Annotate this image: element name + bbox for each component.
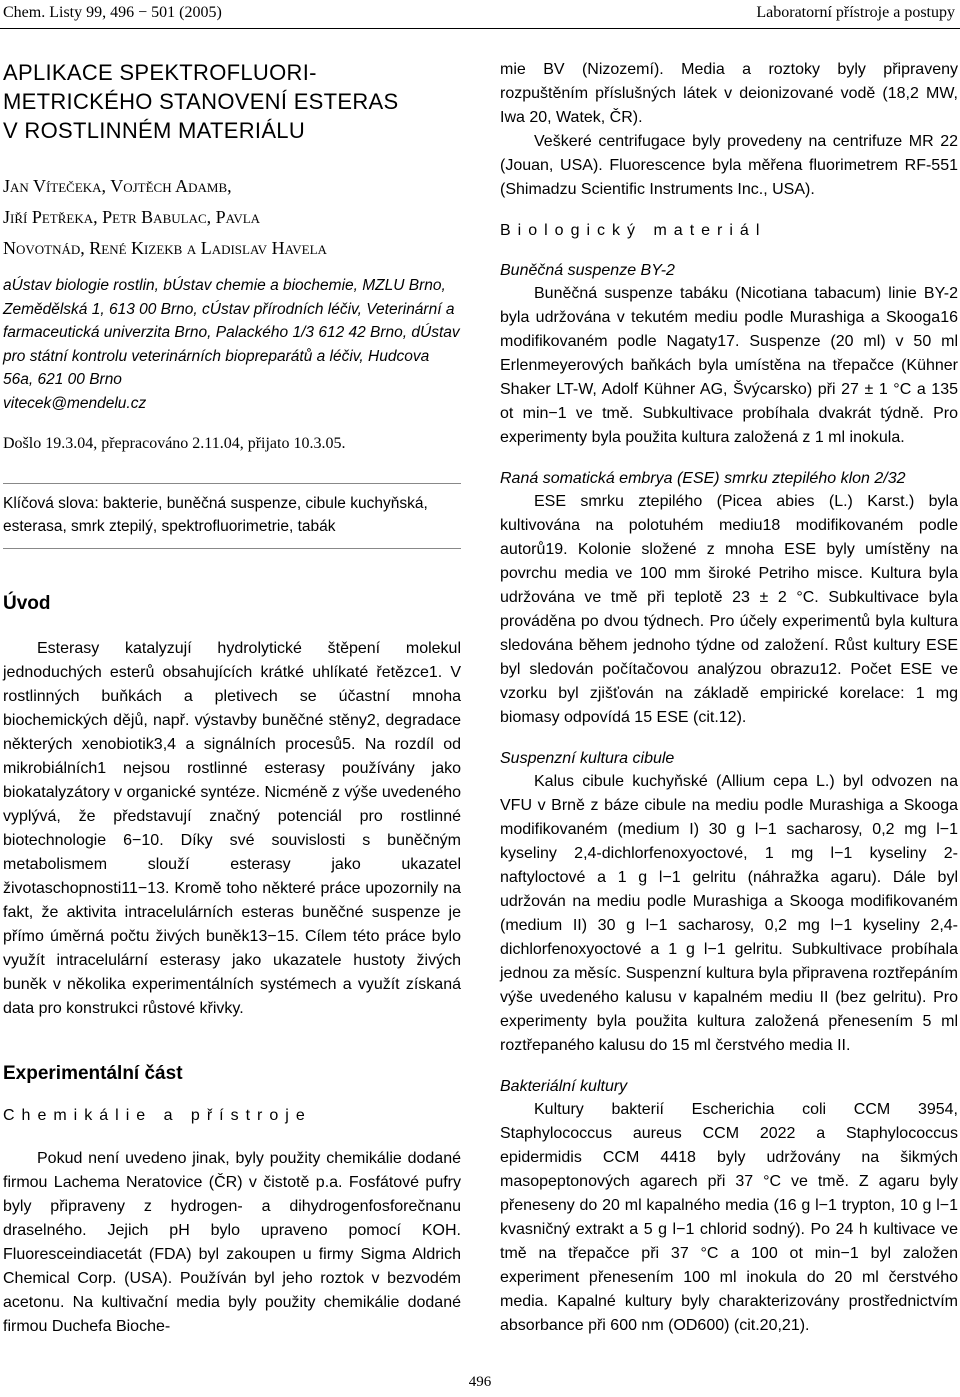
spacer (500, 1058, 958, 1078)
affiliations (3, 274, 461, 415)
title-line: V ROSTLINNÉM MATERIÁLU (3, 118, 306, 143)
intro-paragraph: Esterasy katalyzují hydrolytické štěpení molekul jednoduchých esterů obsahujících krátké uhlíkaté řetězce1. V rostlinných buňkách a pletivech se účastní mnoha biochemických dějů, např. výstavby buněčné stěny2, degradace některých xenobiotik3,4 a signálních procesů5. Na rozdíl od mikrobiálních1 nejsou rostlinné esterasy používány jako biokatalyzátory v organické syntéze. Nicméně z výše uvedeného vyplývá, že představují značný potenciál pro rostlinné biotechnologie 6−10. Díky své souvislosti s buněčným metabolismem slouží esterasy jako ukazatel životaschopnosti11−13. Kromě toho některé práce upozornily na fakt, že aktivita intracelulárních esteras buněčné suspenze je přímo úměrná počtu živých buněk13−15. Cílem této práce bylo využít intracelulární esterasy jako ukazatele hustoty živých buněk v několika experimentálních systémech a využít získaná data pro konstrukci růstové křivky. (3, 640, 462, 1017)
author-list (3, 171, 461, 264)
heading-onion: Suspenzní kultura cibule (500, 750, 675, 767)
heading-by2: Buněčná suspenze BY-2 (500, 262, 675, 279)
header-rule (0, 28, 960, 29)
keywords: Klíčová slova: bakterie, buněčná suspenze, cibule kuchyňská, esterasa, smrk ztepilý, spektrofluorimetrie, tabák (3, 495, 428, 535)
by2-paragraph: Buněčná suspenze tabáku (Nicotiana tabacum) linie BY-2 byla udržována v tekutém mediu podle Murashiga a Skooga16 modifikovaném podle Nagaty17. Suspenze (20 ml) v 50 ml Erlenmeyerových baňkách byla umístěna na třepačce (Kühner Shaker LT-W, Adolf Kühner AG, Švýcarsko) při 27 ± 1 °C a 135 ot min−1 ve tmě. Subkultivace probíhala dvakrát týdně. Pro experimenty byla použita kultura založená z 1 ml inokula. (500, 285, 958, 446)
running-header-left: Chem. Listy 99, 496 − 501 (2005) (3, 4, 222, 21)
left-column (3, 58, 461, 1339)
title-line: APLIKACE SPEKTROFLUORI- (3, 60, 317, 85)
submission-dates: Došlo 19.3.04, přepracováno 2.11.04, přijato 10.3.05. (3, 435, 346, 452)
heading-bacteria: Bakteriální kultury (500, 1078, 628, 1095)
centrifuge-paragraph: Veškeré centrifugace byly provedeny na centrifuze MR 22 (Jouan, USA). Fluorescence byla měřena fluorimetrem RF-551 (Shimadzu Scientific Instruments Inc., USA). (500, 133, 958, 198)
author-email: vitecek@mendelu.cz (3, 394, 147, 412)
page-number: 496 (468, 1374, 492, 1390)
author-line: Jiří Petřeka, Petr Babulac, Pavla (3, 207, 261, 227)
spacer (500, 450, 958, 470)
subsection-heading-chemicals: Chemikálie a přístroje (3, 1107, 312, 1124)
onion-paragraph: Kalus cibule kuchyňské (Allium cepa L.) byl odvozen na VFU v Brně z báze cibule na mediu podle Murashiga a Skooga modifikovaném (medium I) 30 g l−1 sacharosy, 0,2 mg l−1 kyseliny 2,4-dichlorfenoxyoctové, 1 mg l−1 kyseliny 2-naftyloctové a 1 g l−1 gelritu (náhražka agaru). Dále byl udržován na mediu podle Murashiga a Skooga modifikovaném (medium II) 30 g l−1 sacharosy, 0,2 mg l−1 kyseliny 2,4-dichlorfenoxyoctové a 1 g l−1 gelritu. Subkultivace probíhala jednou za měsíc. Suspenzní kultura byla připravena roztřepáním výše uvedeného kalusu v kapalném mediu II (bez gelritu). Pro experimenty byla použita kultura založená přenesením 5 ml roztřepaného kalusu do 15 ml čerstvého media II. (500, 773, 958, 1054)
heading-ese: Raná somatická embrya (ESE) smrku ztepilého klon 2/32 (500, 470, 906, 487)
right-column (500, 58, 958, 1338)
subsection-heading-biological: Biologický materiál (500, 222, 767, 239)
article-title (3, 58, 461, 145)
continued-paragraph: mie BV (Nizozemí). Media a roztoky byly připraveny rozpuštěním příslušných látek v deionizované vodě (18,2 MW, Iwa 20, Watek, ČR). (500, 61, 958, 126)
ese-paragraph: ESE smrku ztepilého (Picea abies (L.) Karst.) byla kultivována na polotuhém mediu18 modifikovaném podle autorů19. Kolonie složené z mnoha ESE byly umístěny na povrchu media ve 100 mm široké Petriho misce. Kultura byla udržována ve tmě při teplotě 23 ± 2 °C. Subkultivace byla prováděna po dvou týdnech. Pro účely experimentů byla kultura sledována během jednoho týdne od založení. Růst kultury ESE byl sledován počítačovou analýzou obrazu12. Počet ESE ve vzorku byl zjišťován na základě empirické korelace: 1 mg biomasy odpovídá 15 ESE (cit.12). (500, 493, 958, 726)
keywords-bottom-rule (3, 548, 461, 549)
author-line: Jan Vítečeka, Vojtěch Adamb, (3, 176, 232, 196)
affiliation-text: aÚstav biologie rostlin, bÚstav chemie a biochemie, MZLU Brno, Zemědělská 1, 613 00 Brno, cÚstav přírodních léčiv, Veterinární a farmaceutická univerzita Brno, Palackého 1/3 612 42 Brno, dÚstav pro státní kontrolu veterinárních biopreparátů a léčiv, Hudcova 56a, 621 00 Brno (3, 277, 460, 388)
running-header-right: Laboratorní přístroje a postupy (756, 4, 955, 21)
spacer (500, 730, 958, 750)
chemicals-paragraph: Pokud není uvedeno jinak, byly použity chemikálie dodané firmou Lachema Neratovice (ČR) v čistotě p.a. Fosfátové pufry byly připraveny z hydrogen- a dihydrogenfosforečnanu draselného. Jejich pH bylo upraveno pomocí KOH. Fluoresceindiacetát (FDA) byl zakoupen u firmy Sigma Aldrich Chemical Corp. (USA). Používán byl jeho roztok v bezvodém acetonu. Na kultivační media byly použity chemikálie dodané firmou Duchefa Bioche- (3, 1150, 461, 1335)
section-heading-experimental: Experimentální část (3, 1063, 183, 1084)
title-line: METRICKÉHO STANOVENÍ ESTERAS (3, 89, 399, 114)
section-heading-intro: Úvod (3, 593, 51, 614)
bacteria-paragraph: Kultury bakterií Escherichia coli CCM 3954, Staphylococcus aureus CCM 2022 a Staphylococcus epidermidis CCM 4418 byly udržovány na šikmých masopeptonových agarech při 37 °C ve tmě. Z agaru byly přeneseny do 20 ml kapalného media (16 g l−1 trypton, 10 g l−1 kvasničný extrakt a 5 g l−1 chlorid sodný). Po 24 h kultivace ve tmě na třepačce při 37 °C a 100 ot min−1 byl založen experiment přenesením 100 ml inokula do 20 ml čerstvého media. Kapalné kultury byly charakterizovány prostřednictvím absorbance při 600 nm (OD600) (cit.20,21). (500, 1101, 958, 1334)
author-line: Novotnád, René Kizekb a Ladislav Havela (3, 238, 327, 258)
